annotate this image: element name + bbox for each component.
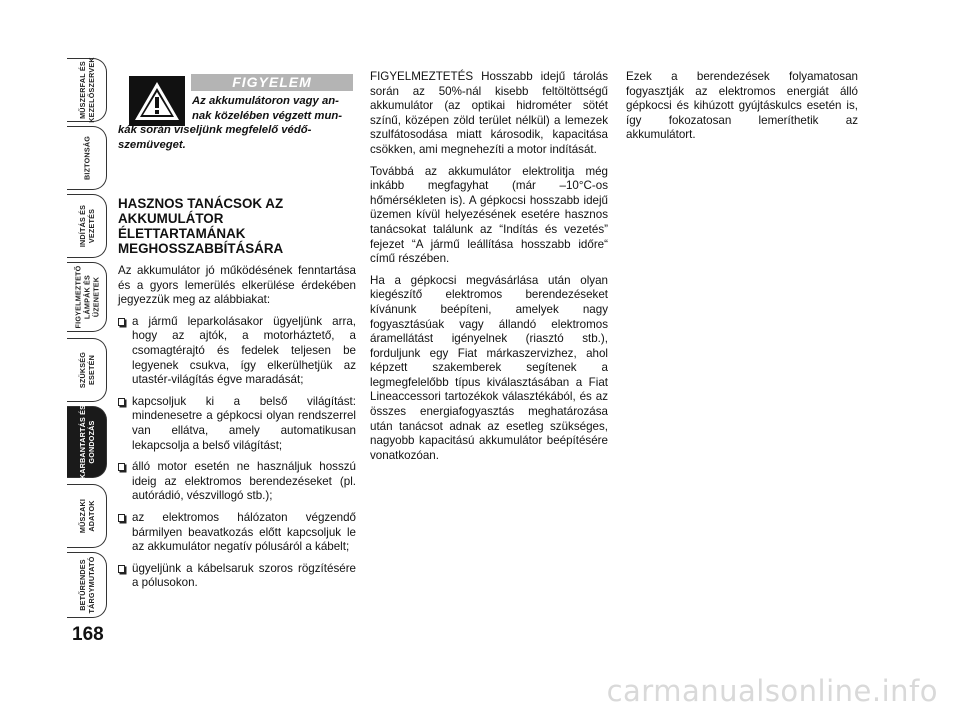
column-1 — [118, 196, 356, 598]
warning-title: FIGYELEM — [191, 74, 353, 91]
list-item: ügyeljünk a kábelsaruk szoros rögzítésére a pólusokon. — [118, 562, 356, 591]
checkbox-bullet-icon — [118, 514, 125, 522]
intro-paragraph: Az akkumulátor jó működésének fenntartása és a gyors lemerülés elkerülése érdekében jegyezzük meg az alábbiakat: — [118, 264, 356, 307]
tab-index[interactable]: BETŰRENDES TÁRGYMUTATÓ — [67, 552, 107, 618]
list-item: kapcsoljuk ki a belső világítást: mindenesetre a gépkocsi olyan rendszerrel van ellátva, amely automatikusan lekapcsolja a belső világítást; — [118, 395, 356, 453]
paragraph: Továbbá az akkumulátor elektrolitja még inkább megfagyhat (már –10°C-os hőmérsékleten is). A gépkocsi hosszabb idejű üzemen kívül helyezésének esetére hasznos tanácsokat találunk az “Indítás és vezetés” fejezet “A jármű leállítása hosszabb időre“ című részében. — [370, 164, 608, 266]
paragraph: Ha a gépkocsi megvásárlása után olyan kiegészítő elektromos berendezéseket kívánunk beépíteni, amelyek nagy fogyasztásúak vagy állandó elektromos áramellátást igényelnek (riasztó stb.), forduljunk egy Fiat márkaszervizhez, ahol képzett szakemberek segítenek a legmegfelelőbb típus kiválasztásában a Fiat Lineaccessori tartozékok választékából, és az összes energiafogyasztás meghatározása után tanácsot adnak az esetleg szükséges, nagyobb kapacitású akkumulátor beépítésére vonatkozóan. — [370, 273, 608, 462]
tab-maintenance[interactable]: KARBANTARTÁS ÉS GONDOZÁS — [67, 406, 107, 478]
tab-controls[interactable]: MŰSZERFAL ÉS KEZELŐSZERVEK — [67, 58, 107, 122]
tab-warning-lights[interactable]: FIGYELMEZTETŐ LÁMPÁK ÉS ÜZENETEK — [67, 262, 107, 332]
tab-starting-driving[interactable]: INDÍTÁS ÉS VEZETÉS — [67, 194, 107, 258]
list-item: az elektromos hálózaton végzendő bármilyen beavatkozás előtt kapcsoljuk le az akkumulátor negatív pólusáról a kábelt; — [118, 511, 356, 555]
paragraph: FIGYELMEZTETÉS Hosszabb idejű tárolás során az 50%-nál kisebb feltöltöttségű akkumulátor (az optikai hidrométer sötét színű, középen zöld terület nélkül) a lemezek szulfátosodása miatt károsodik, kapacitása csökken, ami megnehezíti a motor indítását. — [370, 70, 608, 156]
warning-box — [118, 70, 355, 157]
page-number: 168 — [72, 624, 104, 645]
tab-emergency[interactable]: SZÜKSÉG ESETÉN — [67, 338, 107, 402]
watermark-text[interactable]: carmanualsonline.info — [606, 674, 938, 708]
list-item: álló motor esetén ne használjuk hosszú ideig az elektromos berendezéseket (pl. autórádió, vészvillogó stb.); — [118, 460, 356, 504]
checkbox-bullet-icon — [118, 565, 125, 573]
tab-technical-data[interactable]: MŰSZAKI ADATOK — [67, 484, 107, 548]
checkbox-bullet-icon — [118, 398, 125, 406]
list-item: a jármű leparkolásakor ügyeljünk arra, hogy az ajtók, a motorháztető, a csomagtérajtó és fedelek teljesen be legyenek csukva, így elkerülhetjük az utastér-világítás égve maradását; — [118, 315, 356, 388]
checkbox-bullet-icon — [118, 463, 125, 471]
tab-safety[interactable]: BIZTONSÁG — [67, 126, 107, 190]
column-3 — [626, 70, 858, 150]
column-2 — [370, 70, 608, 470]
warning-text: Az akkumulátoron vagy an- nak közelében végzett mun- kák során viseljünk megfelelő védő- szemüveget. — [118, 95, 343, 151]
paragraph: Ezek a berendezések folyamatosan fogyasztják az elektromos energiát álló gépkocsi és kihúzott gyújtáskulcs esetén is, így fokozatosan lemeríthetik az akkumulátort. — [626, 70, 858, 142]
section-heading: HASZNOS TANÁCSOK AZ AKKUMULÁTOR ÉLETTARTAMÁNAK MEGHOSSZABBÍTÁSÁRA — [118, 196, 284, 256]
tips-list — [118, 315, 356, 591]
checkbox-bullet-icon — [118, 318, 125, 326]
